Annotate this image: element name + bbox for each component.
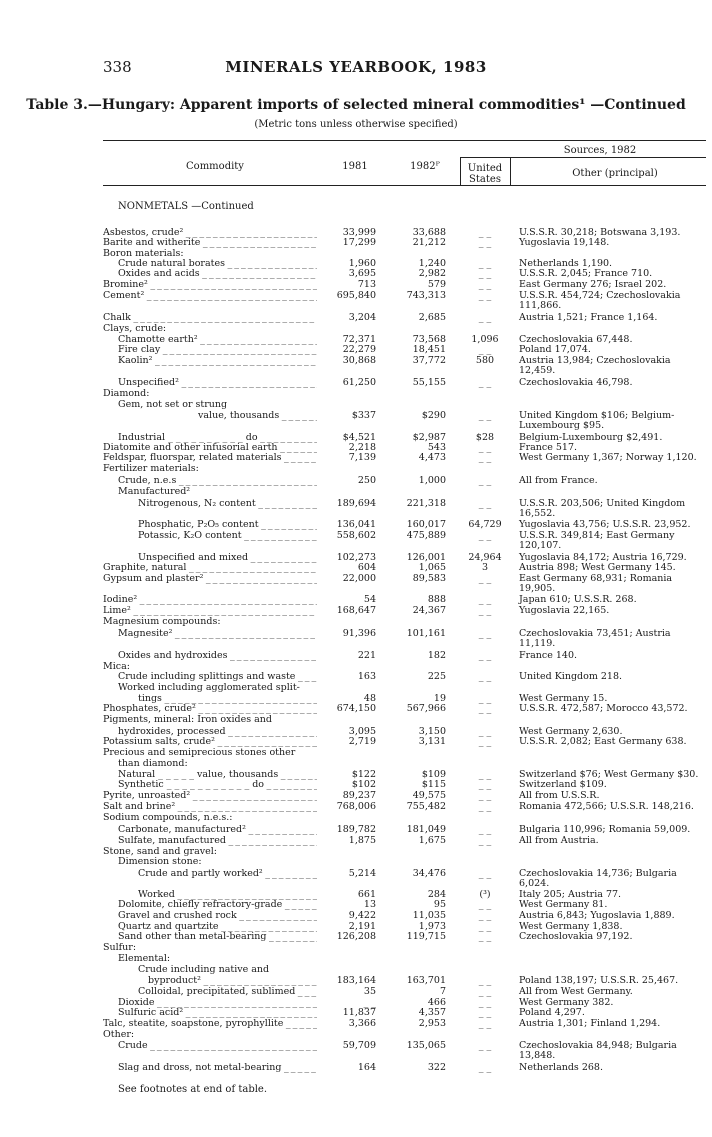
- row-value-1982: 1,240: [418, 258, 446, 269]
- row-commodity-label: Unspecified² _ _ _: [118, 378, 317, 388]
- row-value-1981: 102,273: [336, 552, 376, 563]
- row-other-sources: West Germany 1,838.: [519, 921, 623, 932]
- row-value-1981: 1,960: [348, 258, 376, 269]
- page-number: 338: [103, 58, 132, 76]
- row-value-1982: 1,973: [418, 921, 446, 932]
- row-value-1981: 13: [363, 899, 376, 910]
- row-value-1981: 72,371: [342, 334, 376, 345]
- row-value-us: 24,964: [468, 552, 502, 563]
- row-value-us: _ _: [478, 290, 492, 301]
- row-value-us: _ _: [478, 605, 492, 616]
- row-commodity-label: Dioxide _ _ _: [118, 998, 317, 1008]
- row-other-sources: Austria 1,301; Finland 1,294.: [519, 1018, 661, 1029]
- row-value-us: _ _: [478, 628, 492, 639]
- row-value-1981: $122: [351, 769, 376, 780]
- row-value-us: _ _: [478, 268, 492, 279]
- row-value-us: _ _: [478, 452, 492, 463]
- row-commodity-label: Mica:: [103, 662, 130, 672]
- row-value-1982: 2,982: [418, 268, 446, 279]
- row-other-sources: East Germany 68,931; Romania 19,905.: [519, 573, 673, 594]
- row-other-sources: Austria 13,984; Czechoslovakia 12,459.: [519, 355, 671, 376]
- row-value-1982: 3,131: [418, 736, 446, 747]
- row-value-1982: 89,583: [412, 573, 446, 584]
- row-value-us: _ _: [478, 475, 492, 486]
- row-other-sources: Bulgaria 110,996; Romania 59,009.: [519, 824, 691, 835]
- row-value-us: _ _: [478, 769, 492, 780]
- row-commodity-label: Potassic, K₂O content _ _ _: [138, 531, 317, 541]
- row-commodity-label: Crude natural borates _ _ _: [118, 259, 317, 269]
- row-other-sources: Yugoslavia 84,172; Austria 16,729.: [519, 552, 687, 563]
- col-header-commodity: Commodity: [186, 161, 244, 172]
- row-value-1981: 2,218: [348, 442, 376, 453]
- row-commodity-label: Graphite, natural _ _ _: [103, 563, 317, 573]
- row-commodity-label: Elemental:: [118, 954, 171, 964]
- row-commodity-label: Oxides and acids _ _ _: [118, 269, 317, 279]
- row-value-us: _ _: [478, 975, 492, 986]
- row-value-us: _ _: [478, 790, 492, 801]
- row-commodity-label: Crude including native and: [138, 965, 270, 975]
- row-value-1981: 89,237: [342, 790, 376, 801]
- row-value-1982: 2,685: [418, 312, 446, 323]
- footnote: See footnotes at end of table.: [118, 1084, 268, 1095]
- row-commodity-label: Feldspar, fluorspar, related materials _ _ _: [103, 453, 317, 463]
- row-commodity-label: Kaolin² _ _ _: [118, 356, 317, 366]
- row-other-sources: Switzerland $109.: [519, 779, 607, 790]
- row-other-sources: France 140.: [519, 650, 578, 661]
- row-value-us: _ _: [478, 279, 492, 290]
- row-other-sources: Czechoslovakia 84,948; Bulgaria 13,848.: [519, 1040, 677, 1061]
- row-value-1981: 2,191: [348, 921, 376, 932]
- row-other-sources: Austria 1,521; France 1,164.: [519, 312, 658, 323]
- row-commodity-label: Gravel and crushed rock _ _ _: [118, 911, 317, 921]
- row-commodity-label: Cement² _ _ _: [103, 291, 317, 301]
- row-commodity-label: Quartz and quartzite _ _ _: [118, 922, 317, 932]
- row-value-1981: $4,521: [342, 432, 376, 443]
- row-commodity-label: Barite and witherite _ _ _: [103, 238, 317, 248]
- row-commodity-label: Crude, n.e.s _ _ _: [118, 476, 317, 486]
- row-value-1981: 136,041: [336, 519, 376, 530]
- row-commodity-label: Sodium compounds, n.e.s.:: [103, 813, 233, 823]
- row-value-1982: 101,161: [406, 628, 446, 639]
- row-commodity-label: Talc, steatite, soapstone, pyrophyllite _ _ _: [103, 1019, 317, 1029]
- row-commodity-label: Sulfuric acid² _ _ _: [118, 1008, 317, 1018]
- col-header-other: Other (principal): [572, 168, 658, 179]
- row-value-us: _ _: [478, 868, 492, 879]
- row-value-1981: _ _: [363, 997, 376, 1008]
- col-header-1981: 1981: [342, 161, 368, 172]
- row-value-1982: $2,987: [412, 432, 446, 443]
- row-value-us: _ _: [478, 1018, 492, 1029]
- row-value-1982: 1,675: [418, 835, 446, 846]
- row-value-1982: 475,889: [406, 530, 446, 541]
- row-value-1981: 22,279: [342, 344, 376, 355]
- col-header-1982: 1982ᴾ: [410, 161, 440, 172]
- row-value-1981: 33,999: [342, 227, 376, 238]
- row-value-1982: 888: [427, 594, 446, 605]
- row-value-us: _ _: [478, 921, 492, 932]
- row-value-us: _ _: [478, 410, 492, 421]
- row-value-1982: 225: [427, 671, 446, 682]
- row-value-1982: 182: [427, 650, 446, 661]
- row-value-us: _ _: [478, 899, 492, 910]
- row-value-1981: 11,837: [342, 1007, 376, 1018]
- row-other-sources: West Germany 382.: [519, 997, 614, 1008]
- row-other-sources: Czechoslovakia 73,451; Austria 11,119.: [519, 628, 671, 649]
- row-other-sources: Austria 6,843; Yugoslavia 1,889.: [519, 910, 675, 921]
- row-value-us: $28: [475, 432, 495, 443]
- row-value-1982: $109: [421, 769, 446, 780]
- row-value-1981: 768,006: [336, 801, 376, 812]
- row-value-1981: 30,868: [342, 355, 376, 366]
- row-value-1982: 755,482: [406, 801, 446, 812]
- row-other-sources: Italy 205; Austria 77.: [519, 889, 622, 900]
- row-value-us: _ _: [478, 237, 492, 248]
- other-column-divider: [510, 157, 511, 185]
- row-value-us: _ _: [478, 573, 492, 584]
- row-value-us: _ _: [478, 258, 492, 269]
- row-value-1981: 3,366: [348, 1018, 376, 1029]
- row-value-us: _ _: [478, 377, 492, 388]
- row-other-sources: Belgium-Luxembourg $2,491.: [519, 432, 663, 443]
- table-subtitle: (Metric tons unless otherwise specified): [254, 119, 458, 130]
- row-value-1981: 91,396: [342, 628, 376, 639]
- row-value-1982: 24,367: [412, 605, 446, 616]
- row-value-us: _ _: [478, 779, 492, 790]
- row-value-us: _ _: [478, 726, 492, 737]
- row-commodity-label: Carbonate, manufactured² _ _ _: [118, 825, 317, 835]
- row-value-us: _ _: [478, 1007, 492, 1018]
- row-value-1981: 250: [357, 475, 376, 486]
- row-value-us: _ _: [478, 227, 492, 238]
- row-value-1981: 126,208: [336, 931, 376, 942]
- row-value-us: _ _: [478, 344, 492, 355]
- row-other-sources: All from West Germany.: [519, 986, 633, 997]
- row-value-1982: 543: [427, 442, 446, 453]
- row-other-sources: United Kingdom $106; Belgium-Luxembourg $95.: [519, 410, 675, 431]
- row-other-sources: Czechoslovakia 97,192.: [519, 931, 633, 942]
- row-commodity-label: Dolomite, chiefly refractory-grade _ _ _: [118, 900, 317, 910]
- row-value-1981: 3,204: [348, 312, 376, 323]
- row-value-1981: $337: [351, 410, 376, 421]
- row-commodity-label: Other:: [103, 1030, 135, 1040]
- row-other-sources: U.S.S.R. 349,814; East Germany 120,107.: [519, 530, 675, 551]
- row-value-us: _ _: [478, 594, 492, 605]
- row-value-1982: 49,575: [412, 790, 446, 801]
- row-other-sources: All from U.S.S.R.: [519, 790, 600, 801]
- row-value-1981: 695,840: [336, 290, 376, 301]
- row-commodity-label: Gem, not set or strung: [118, 400, 228, 410]
- row-other-sources: U.S.S.R. 30,218; Botswana 3,193.: [519, 227, 681, 238]
- row-other-sources: U.S.S.R. 2,082; East Germany 638.: [519, 736, 687, 747]
- row-value-us: _ _: [478, 801, 492, 812]
- row-other-sources: Yugoslavia 22,165.: [519, 605, 610, 616]
- row-value-1981: 48: [363, 693, 376, 704]
- row-other-sources: U.S.S.R. 472,587; Morocco 43,572.: [519, 703, 688, 714]
- row-commodity-label: Fertilizer materials:: [103, 464, 199, 474]
- row-other-sources: Poland 4,297.: [519, 1007, 585, 1018]
- row-other-sources: U.S.S.R. 2,045; France 710.: [519, 268, 653, 279]
- row-value-1982: 4,357: [418, 1007, 446, 1018]
- row-other-sources: Poland 17,074.: [519, 344, 591, 355]
- row-other-sources: Czechoslovakia 67,448.: [519, 334, 633, 345]
- row-value-us: _ _: [478, 736, 492, 747]
- row-commodity-label: than diamond:: [118, 759, 188, 769]
- row-value-1982: 284: [427, 889, 446, 900]
- row-value-1981: 604: [357, 562, 376, 573]
- row-commodity-label: Precious and semiprecious stones other: [103, 748, 296, 758]
- row-other-sources: U.S.S.R. 454,724; Czechoslovakia 111,866.: [519, 290, 681, 311]
- row-value-1981: 168,647: [336, 605, 376, 616]
- row-commodity-label: Natural _ _ _ _ _ value, thousands _ _ _: [118, 770, 317, 780]
- row-value-1982: 33,688: [412, 227, 446, 238]
- row-value-1982: 55,155: [412, 377, 446, 388]
- row-value-1981: 661: [357, 889, 376, 900]
- row-value-1981: 163: [357, 671, 376, 682]
- row-value-us: _ _: [478, 703, 492, 714]
- row-other-sources: West Germany 1,367; Norway 1,120.: [519, 452, 697, 463]
- row-value-1982: 181,049: [406, 824, 446, 835]
- row-other-sources: West Germany 2,630.: [519, 726, 623, 737]
- row-value-1981: 183,164: [336, 975, 376, 986]
- row-value-1982: 4,473: [418, 452, 446, 463]
- row-commodity-label: Worked _ _ _: [138, 890, 317, 900]
- row-commodity-label: hydroxides, processed _ _ _: [118, 727, 317, 737]
- row-value-1982: 21,212: [412, 237, 446, 248]
- row-value-us: _ _: [478, 931, 492, 942]
- row-value-1981: 54: [363, 594, 376, 605]
- row-value-1981: 3,095: [348, 726, 376, 737]
- header-top-rule: [103, 140, 706, 141]
- row-other-sources: West Germany 81.: [519, 899, 608, 910]
- row-value-us: _ _: [478, 1062, 492, 1073]
- row-other-sources: Czechoslovakia 14,736; Bulgaria 6,024.: [519, 868, 677, 889]
- row-commodity-label: Magnesite² _ _ _: [118, 629, 317, 639]
- row-commodity-label: Colloidal, precipitated, sublimed _ _ _: [138, 987, 317, 997]
- row-value-1982: 126,001: [406, 552, 446, 563]
- row-value-1981: 59,709: [342, 1040, 376, 1051]
- row-commodity-label: Manufactured²: [118, 487, 191, 497]
- row-value-us: _ _: [478, 671, 492, 682]
- section-heading: NONMETALS —Continued: [118, 201, 254, 212]
- row-value-us: _ _: [478, 693, 492, 704]
- row-commodity-label: Diatomite and other infusorial earth _ _ _: [103, 443, 317, 453]
- row-other-sources: Netherlands 268.: [519, 1062, 603, 1073]
- row-commodity-label: Asbestos, crude² _ _ _: [103, 228, 317, 238]
- row-commodity-label: Potassium salts, crude² _ _ _: [103, 737, 317, 747]
- row-commodity-label: Chalk _ _ _: [103, 313, 317, 323]
- row-value-1982: 3,150: [418, 726, 446, 737]
- row-value-us: 580: [475, 355, 495, 366]
- row-value-1982: 1,000: [418, 475, 446, 486]
- row-commodity-label: Lime² _ _ _: [103, 606, 317, 616]
- row-commodity-label: Industrial _ _ _ _ _ _ _ _ _ _ do _ _ _: [118, 433, 317, 443]
- row-commodity-label: Gypsum and plaster² _ _ _: [103, 574, 317, 584]
- row-other-sources: Japan 610; U.S.S.R. 268.: [519, 594, 637, 605]
- row-other-sources: Netherlands 1,190.: [519, 258, 613, 269]
- row-value-us: _ _: [478, 312, 492, 323]
- row-value-1982: 2,953: [418, 1018, 446, 1029]
- row-value-1981: 9,422: [348, 910, 376, 921]
- row-commodity-label: Pigments, mineral: Iron oxides and: [103, 715, 272, 725]
- row-commodity-label: Crude _ _ _: [118, 1041, 317, 1051]
- row-value-us: _ _: [478, 997, 492, 1008]
- row-value-us: _ _: [478, 498, 492, 509]
- row-value-1982: $115: [421, 779, 446, 790]
- row-value-1981: 189,782: [336, 824, 376, 835]
- row-value-1982: 19: [433, 693, 446, 704]
- row-commodity-label: byproduct² _ _ _: [148, 976, 317, 986]
- row-value-1982: 11,035: [412, 910, 446, 921]
- row-value-1981: 2,719: [348, 736, 376, 747]
- row-value-1981: 17,299: [342, 237, 376, 248]
- row-value-1982: 466: [427, 997, 446, 1008]
- row-value-1982: 221,318: [406, 498, 446, 509]
- row-value-1981: 674,150: [336, 703, 376, 714]
- row-value-1982: 579: [427, 279, 446, 290]
- row-value-1982: 37,772: [412, 355, 446, 366]
- row-commodity-label: Bromine² _ _ _: [103, 280, 317, 290]
- row-other-sources: Czechoslovakia 46,798.: [519, 377, 633, 388]
- row-value-1981: $102: [351, 779, 376, 790]
- row-other-sources: Yugoslavia 43,756; U.S.S.R. 23,952.: [519, 519, 691, 530]
- row-commodity-label: Pyrite, unroasted² _ _ _: [103, 791, 317, 801]
- col-header-us: United States: [467, 163, 503, 185]
- row-value-1982: 95: [433, 899, 446, 910]
- row-other-sources: All from France.: [519, 475, 598, 486]
- row-value-1982: $290: [421, 410, 446, 421]
- row-other-sources: Switzerland $76; West Germany $30.: [519, 769, 699, 780]
- row-other-sources: Poland 138,197; U.S.S.R. 25,467.: [519, 975, 679, 986]
- row-value-1982: 18,451: [412, 344, 446, 355]
- row-commodity-label: Unspecified and mixed _ _ _: [138, 553, 317, 563]
- header-bottom-rule: [103, 185, 706, 186]
- row-value-us: _ _: [478, 530, 492, 541]
- row-value-us: _ _: [478, 835, 492, 846]
- row-value-1982: 743,313: [406, 290, 446, 301]
- row-other-sources: Austria 898; West Germany 145.: [519, 562, 676, 573]
- row-commodity-label: Oxides and hydroxides _ _ _: [118, 651, 317, 661]
- row-commodity-label: Boron materials:: [103, 249, 184, 259]
- row-value-1981: 35: [363, 986, 376, 997]
- row-other-sources: Romania 472,566; U.S.S.R. 148,216.: [519, 801, 694, 812]
- row-commodity-label: Worked including agglomerated split-: [118, 683, 300, 693]
- row-commodity-label: value, thousands _ _ _: [198, 411, 317, 421]
- row-value-us: 3: [481, 562, 489, 573]
- row-value-1982: 160,017: [406, 519, 446, 530]
- table-title: Table 3.—Hungary: Apparent imports of selected mineral commodities¹ —Continued: [26, 97, 686, 113]
- row-value-1981: 221: [357, 650, 376, 661]
- row-commodity-label: Nitrogenous, N₂ content _ _ _: [138, 499, 317, 509]
- row-commodity-label: Phosphatic, P₂O₅ content _ _ _: [138, 520, 317, 530]
- us-column-divider: [460, 157, 461, 185]
- row-commodity-label: Fire clay _ _ _: [118, 345, 317, 355]
- row-commodity-label: Sulfur:: [103, 943, 137, 953]
- row-value-1981: 22,000: [342, 573, 376, 584]
- row-other-sources: Yugoslavia 19,148.: [519, 237, 610, 248]
- row-value-1981: 61,250: [342, 377, 376, 388]
- row-value-us: (³): [479, 889, 491, 900]
- row-value-1981: 189,694: [336, 498, 376, 509]
- row-other-sources: East Germany 276; Israel 202.: [519, 279, 667, 290]
- row-commodity-label: Chamotte earth² _ _ _: [118, 335, 317, 345]
- row-value-1982: 135,065: [406, 1040, 446, 1051]
- row-value-1982: 1,065: [418, 562, 446, 573]
- row-commodity-label: Salt and brine² _ _ _: [103, 802, 317, 812]
- row-value-1982: 322: [427, 1062, 446, 1073]
- col-header-sources: Sources, 1982: [563, 145, 637, 156]
- row-value-us: _ _: [478, 442, 492, 453]
- row-other-sources: All from Austria.: [519, 835, 599, 846]
- row-other-sources: France 517.: [519, 442, 578, 453]
- row-value-1982: 119,715: [406, 931, 446, 942]
- row-value-1981: 5,214: [348, 868, 376, 879]
- row-value-us: _ _: [478, 650, 492, 661]
- row-value-1982: 7: [439, 986, 446, 997]
- row-value-1982: 73,568: [412, 334, 446, 345]
- row-commodity-label: Diamond:: [103, 389, 150, 399]
- row-commodity-label: Crude and partly worked² _ _ _: [138, 869, 317, 879]
- row-commodity-label: Sulfate, manufactured _ _ _: [118, 836, 317, 846]
- row-commodity-label: Dimension stone:: [118, 857, 202, 867]
- sources-rule: [460, 157, 706, 158]
- running-title: MINERALS YEARBOOK, 1983: [225, 58, 487, 76]
- row-value-1981: 164: [357, 1062, 376, 1073]
- row-other-sources: United Kingdom 218.: [519, 671, 623, 682]
- row-commodity-label: tings _ _ _: [138, 694, 317, 704]
- row-value-us: _ _: [478, 824, 492, 835]
- row-commodity-label: Sand other than metal-bearing _ _ _: [118, 932, 317, 942]
- row-commodity-label: Magnesium compounds:: [103, 617, 221, 627]
- row-value-us: 64,729: [468, 519, 502, 530]
- row-commodity-label: Crude including splittings and waste _ _ _: [118, 672, 317, 682]
- row-commodity-label: Phosphates, crude² _ _ _: [103, 704, 317, 714]
- row-value-us: _ _: [478, 910, 492, 921]
- row-value-1981: 713: [357, 279, 376, 290]
- row-value-1982: 163,701: [406, 975, 446, 986]
- row-commodity-label: Iodine² _ _ _: [103, 595, 317, 605]
- row-value-1981: 558,602: [336, 530, 376, 541]
- row-value-us: _ _: [478, 986, 492, 997]
- row-value-1981: 7,139: [348, 452, 376, 463]
- row-commodity-label: Clays, crude:: [103, 324, 167, 334]
- row-value-1981: 3,695: [348, 268, 376, 279]
- row-commodity-label: Synthetic _ _ _ _ _ _ _ _ _ _ _ do _ _ _: [118, 780, 317, 790]
- row-value-us: 1,096: [471, 334, 499, 345]
- row-value-us: _ _: [478, 1040, 492, 1051]
- row-value-1981: 1,875: [348, 835, 376, 846]
- row-commodity-label: Slag and dross, not metal-bearing _ _ _: [118, 1063, 317, 1073]
- row-value-1982: 567,966: [406, 703, 446, 714]
- row-value-1982: 34,476: [412, 868, 446, 879]
- row-other-sources: West Germany 15.: [519, 693, 608, 704]
- row-other-sources: U.S.S.R. 203,506; United Kingdom 16,552.: [519, 498, 686, 519]
- row-commodity-label: Stone, sand and gravel:: [103, 847, 217, 857]
